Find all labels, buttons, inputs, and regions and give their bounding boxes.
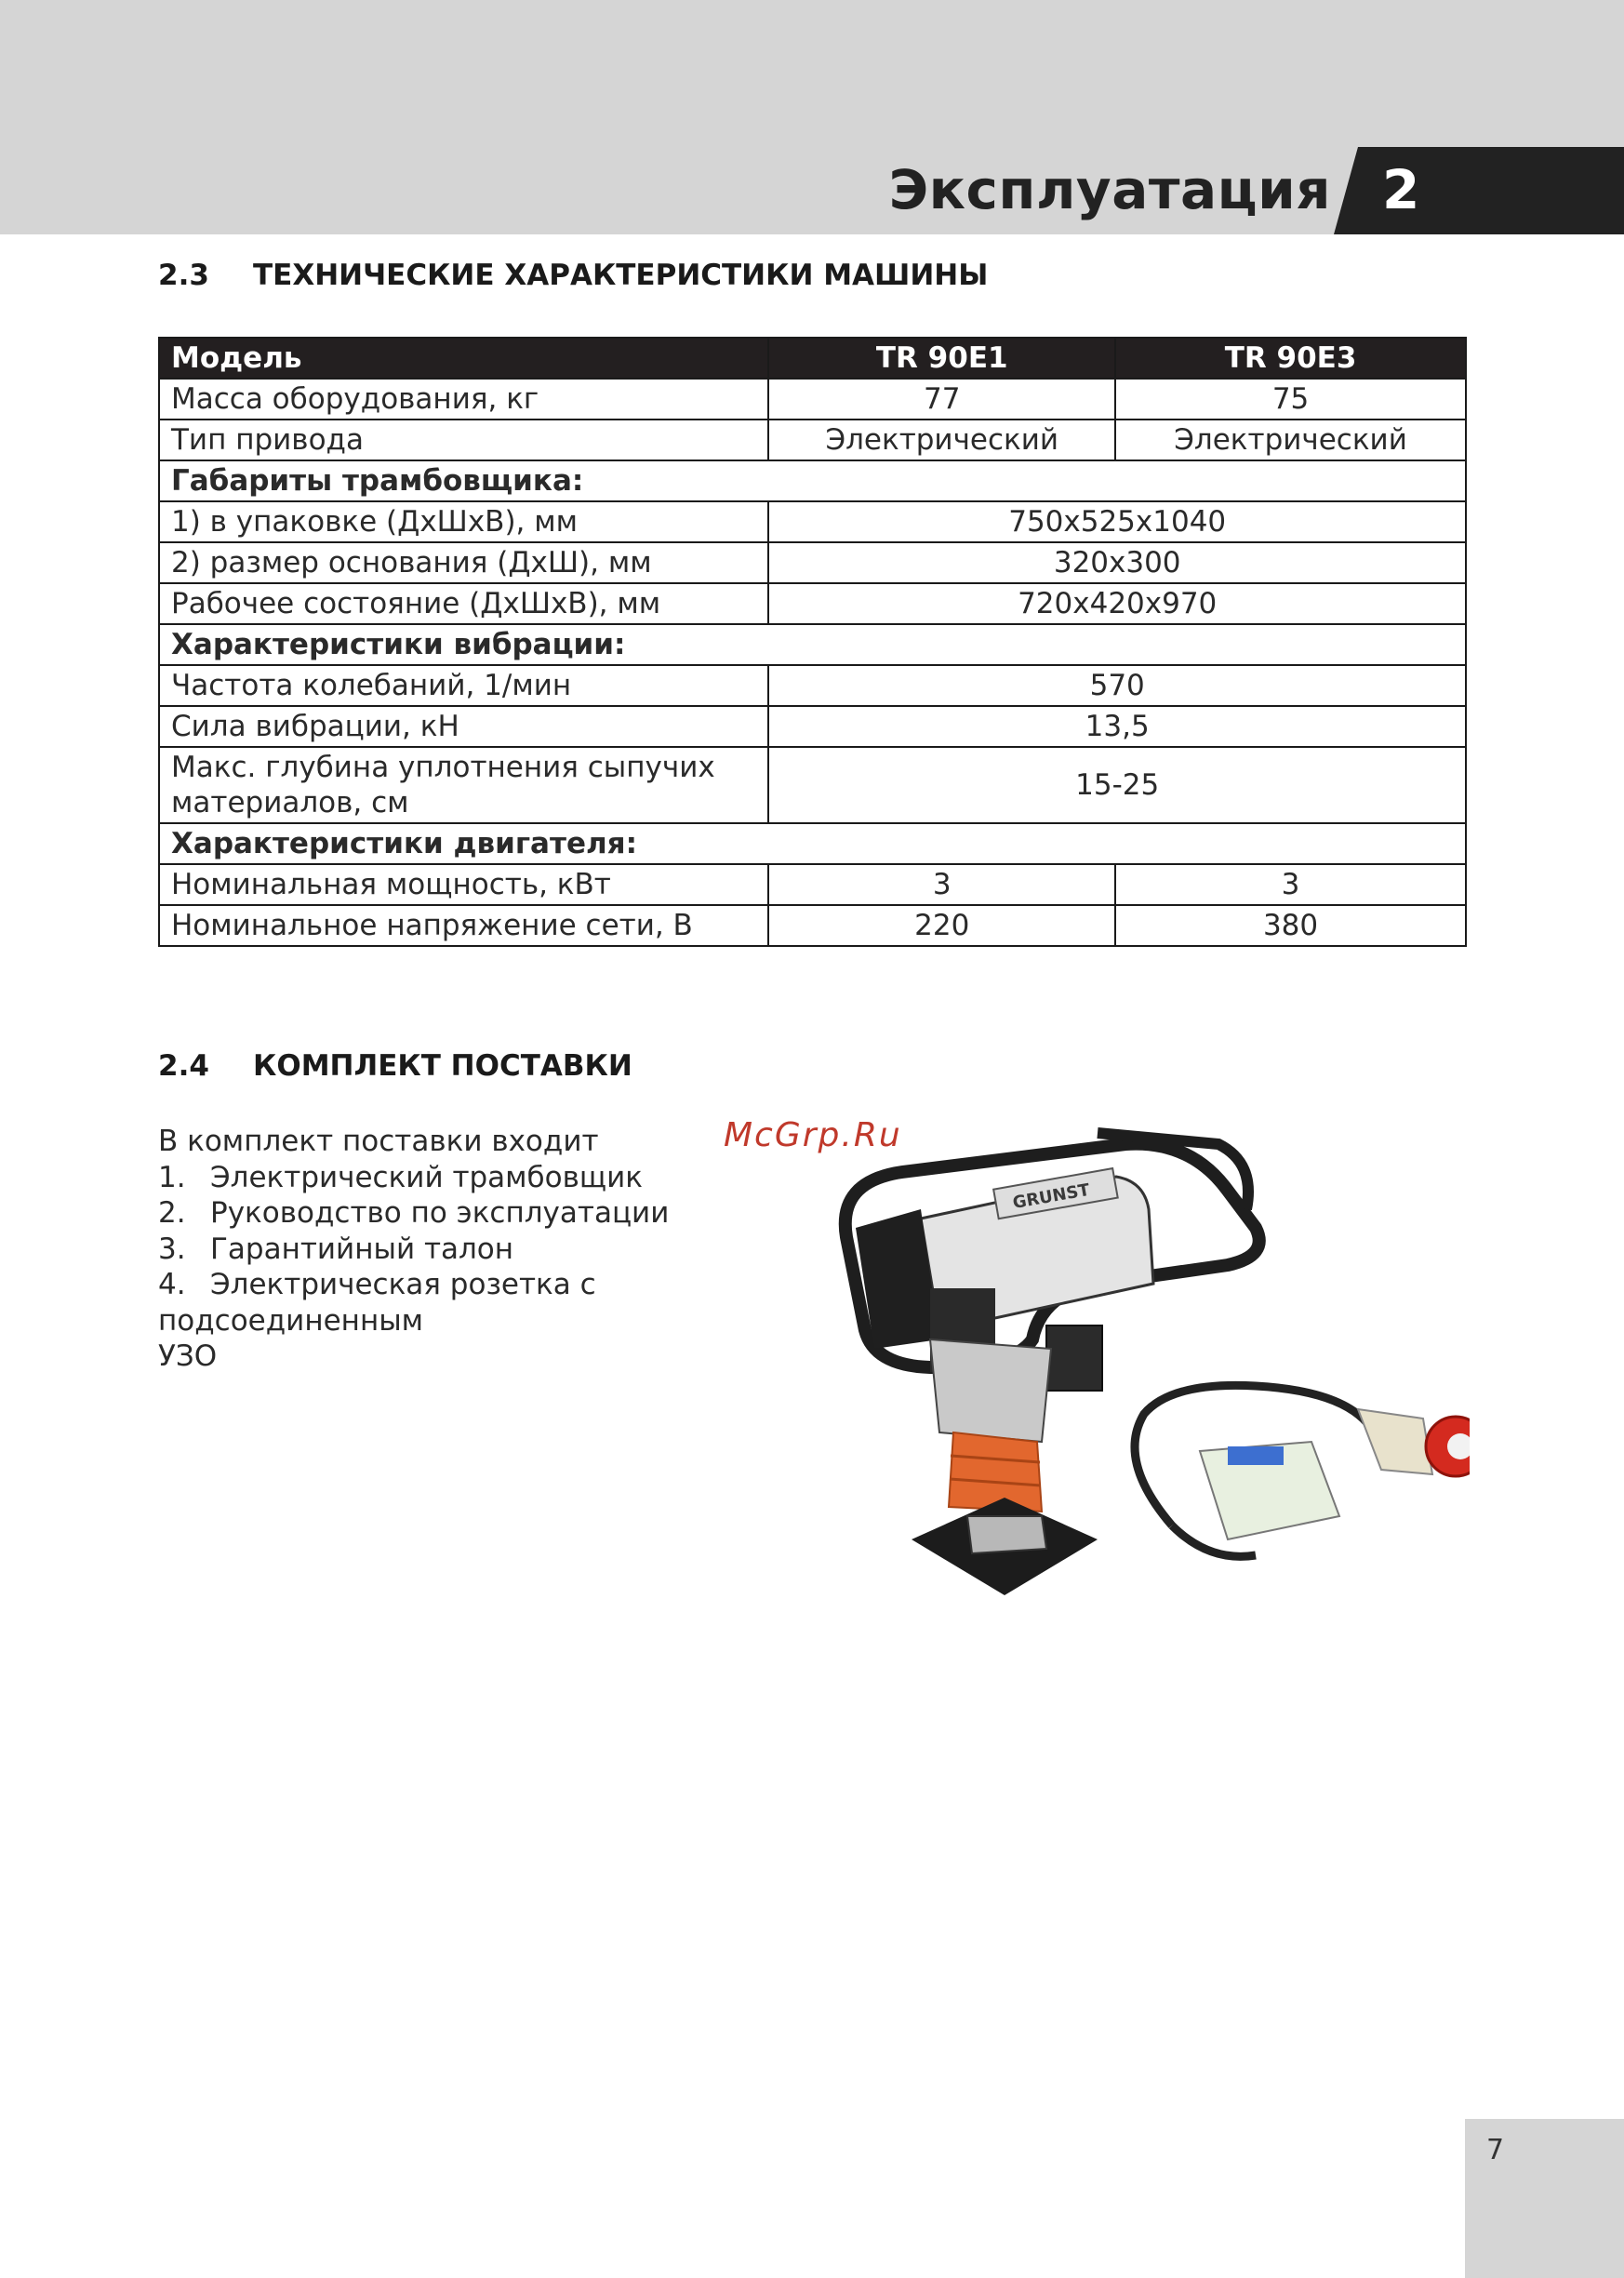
table-row — [159, 864, 1466, 905]
row-value: 15-25 — [768, 747, 1466, 823]
row-value: 13,5 — [768, 706, 1466, 747]
table-row — [159, 747, 1466, 823]
table-row — [159, 501, 1466, 542]
row-value: 3 — [768, 864, 1115, 905]
row-value: 220 — [768, 905, 1115, 946]
chapter-number: 2 — [1382, 158, 1420, 221]
table-header-cell: Модель — [159, 338, 768, 379]
row-label: Частота колебаний, 1/мин — [159, 665, 768, 706]
section-number-specs: 2.3 — [158, 259, 209, 292]
list-item-text: Гарантийный талон — [210, 1232, 514, 1266]
group-label: Характеристики вибрации: — [159, 624, 1466, 665]
table-row — [159, 542, 1466, 583]
table-group-row — [159, 624, 1466, 665]
table-row — [159, 379, 1466, 420]
kit-list — [158, 1124, 800, 1375]
row-value: 75 — [1115, 379, 1466, 420]
section-number-kit: 2.4 — [158, 1049, 209, 1083]
watermark: McGrp.Ru — [724, 1116, 902, 1154]
list-item — [158, 1195, 800, 1232]
row-label-line: материалов, см — [171, 786, 409, 819]
list-item-number: 3. — [158, 1232, 186, 1266]
row-value: 750x525x1040 — [768, 501, 1466, 542]
list-item-continuation: УЗО — [158, 1339, 218, 1373]
chapter-title: Эксплуатация — [888, 158, 1331, 221]
group-label: Характеристики двигателя: — [159, 823, 1466, 864]
list-item — [158, 1267, 800, 1339]
row-label: Сила вибрации, кН — [159, 706, 768, 747]
row-label: Номинальное напряжение сети, В — [159, 905, 768, 946]
list-item-number: 1. — [158, 1160, 186, 1194]
list-item-text: Электрическая розетка с подсоединенным — [158, 1268, 596, 1338]
group-label: Габариты трамбовщика: — [159, 460, 1466, 501]
list-item-text: Руководство по эксплуатации — [210, 1196, 670, 1230]
table-group-row — [159, 823, 1466, 864]
table-row — [159, 706, 1466, 747]
table-row — [159, 583, 1466, 624]
table-row — [159, 905, 1466, 946]
row-label — [159, 747, 768, 823]
list-item-text: Электрический трамбовщик — [210, 1160, 643, 1194]
list-item-number: 2. — [158, 1196, 186, 1230]
row-value: 720x420x970 — [768, 583, 1466, 624]
row-label: Номинальная мощность, кВт — [159, 864, 768, 905]
list-item-number: 4. — [158, 1268, 186, 1301]
table-row — [159, 420, 1466, 460]
table-row — [159, 665, 1466, 706]
plug-icon — [1358, 1409, 1432, 1474]
page-number: 7 — [1486, 2134, 1505, 2166]
list-item — [158, 1160, 800, 1196]
tamper-machine-and-rcd-plug-image — [819, 1126, 1470, 1656]
table-header-row — [159, 338, 1466, 379]
row-label: 2) размер основания (ДхШ), мм — [159, 542, 768, 583]
row-label: Рабочее состояние (ДхШхВ), мм — [159, 583, 768, 624]
brand-text: GRUNST — [1011, 1179, 1092, 1214]
list-item — [158, 1232, 800, 1268]
bellows-icon — [949, 1432, 1042, 1512]
row-value: 3 — [1115, 864, 1466, 905]
section-title-kit: КОМПЛЕКТ ПОСТАВКИ — [253, 1049, 632, 1083]
row-value: 380 — [1115, 905, 1466, 946]
row-value: Электрический — [1115, 420, 1466, 460]
specs-table — [158, 337, 1467, 947]
row-value: 77 — [768, 379, 1115, 420]
kit-intro: В комплект поставки входит — [158, 1125, 599, 1158]
chapter-badge — [1334, 147, 1624, 234]
table-header-cell: TR 90E3 — [1115, 338, 1466, 379]
row-value: 570 — [768, 665, 1466, 706]
row-label: Масса оборудования, кг — [159, 379, 768, 420]
row-value: Электрический — [768, 420, 1115, 460]
section-title-specs: ТЕХНИЧЕСКИЕ ХАРАКТЕРИСТИКИ МАШИНЫ — [253, 259, 989, 292]
table-header-cell: TR 90E1 — [768, 338, 1115, 379]
table-group-row — [159, 460, 1466, 501]
row-label: 1) в упаковке (ДхШхВ), мм — [159, 501, 768, 542]
row-label: Тип привода — [159, 420, 768, 460]
row-label-line: Макс. глубина уплотнения сыпучих — [171, 751, 715, 784]
row-value: 320x300 — [768, 542, 1466, 583]
